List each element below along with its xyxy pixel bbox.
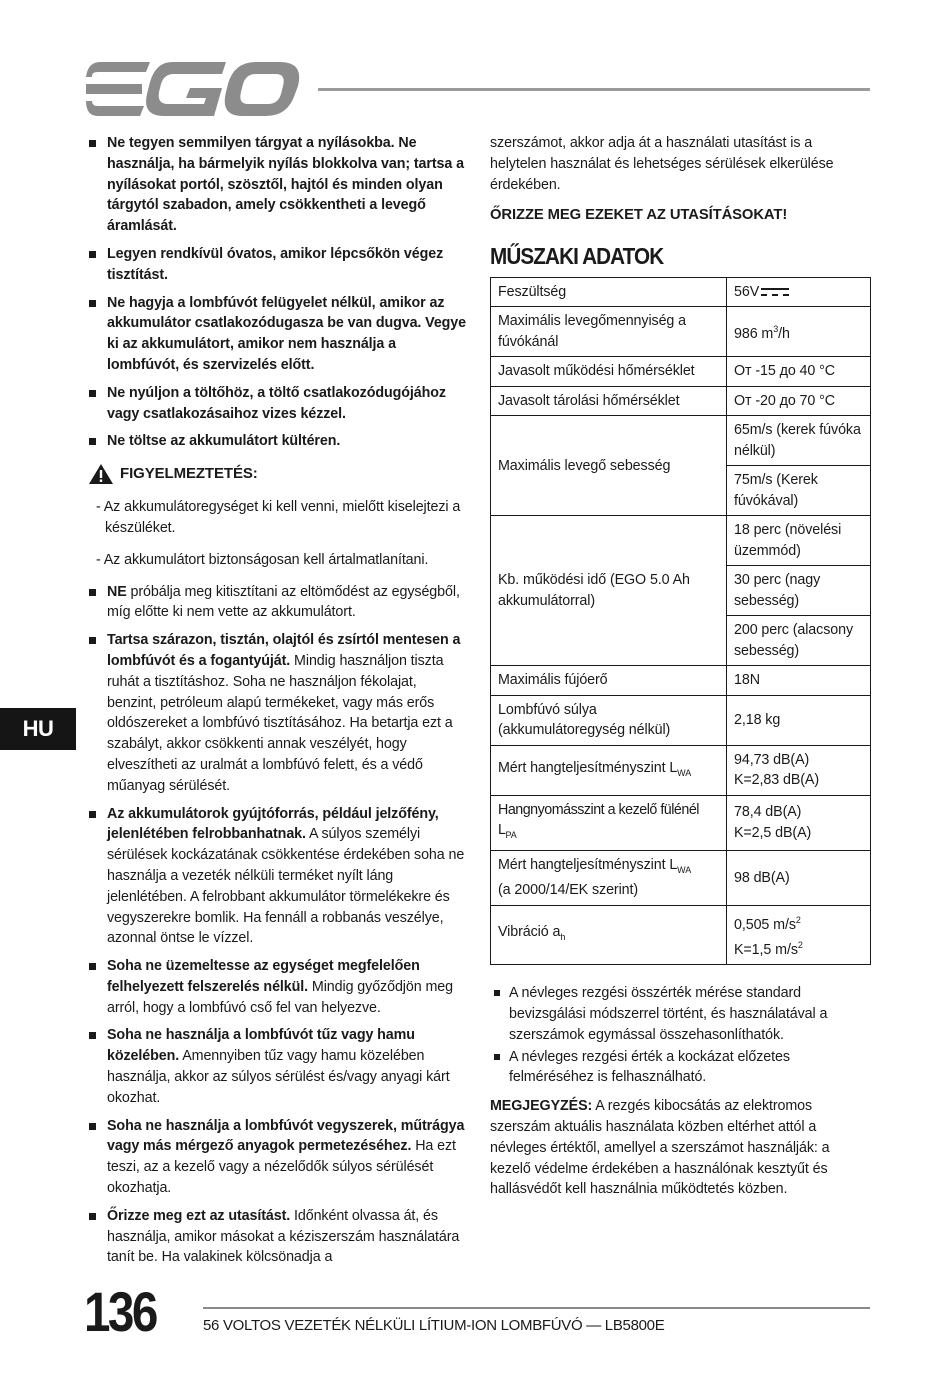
- ego-logo: [86, 62, 300, 116]
- table-row: [491, 416, 871, 466]
- page-number: 136: [84, 1280, 156, 1343]
- spec-label: Hangnyomásszint a kezelő fülénél $L_{PA}$: [491, 795, 727, 850]
- spec-label: Javasolt tárolási hőmérséklet: [491, 386, 727, 416]
- spec-label: Javasolt működési hőmérséklet: [491, 357, 727, 387]
- list-item: Soha ne üzemeltesse az egységet megfelelően felhelyezett felszerelés nélkül. Mindig győződjön meg arról, hogy a lombfúvó cső fel van helyezve.: [88, 956, 466, 1018]
- list-item: Soha ne használja a lombfúvót tűz vagy hamu közelében. Amennyiben tűz vagy hamu közelében használja, akkor az súlyos sérülést és/vagy anyagi kárt okozhat.: [88, 1025, 466, 1108]
- spec-value: 78,4 dB(A) K=2,5 dB(A): [727, 795, 871, 850]
- spec-table: [490, 277, 871, 965]
- warning-triangle-icon: [88, 463, 114, 485]
- spec-value: 94,73 dB(A) K=2,83 dB(A): [727, 745, 871, 795]
- spec-label: Feszültség: [491, 277, 727, 307]
- warning-item: - Az akkumulátoregységet ki kell venni, mielőtt kiselejtezi a készüléket.: [96, 499, 461, 536]
- spec-value: От -15 до 40 °C: [727, 357, 871, 387]
- list-item: Legyen rendkívül óvatos, amikor lépcsőkön végez tisztítást.: [88, 244, 466, 286]
- spec-label: Mért hangteljesítményszint $L_{WA}$: [491, 745, 727, 795]
- dc-symbol-icon: [761, 287, 789, 297]
- list-item: Az akkumulátorok gyújtóforrás, például jelzőfény, jelenlétében felrobbanhatnak. A súlyos személyi sérülések kockázatának csökkentése érdekében soha ne használja a vezeték nélküli terméket nyílt láng jelenlétében. A felrobbant akkumulátor törmelékekre és vegyszerekre bomlik. Ha fennáll a robbanás veszélye, azonnal öntse le vízzel.: [88, 804, 466, 950]
- table-row: [491, 666, 871, 696]
- spec-value: 986 $m^3/h$: [727, 307, 871, 357]
- spec-value: 65m/s (kerek fúvóka nélkül): [727, 416, 871, 466]
- table-row: [491, 795, 871, 850]
- spec-label: Maximális fújóerő: [491, 666, 727, 696]
- list-item: Soha ne használja a lombfúvót vegyszerek, műtrágya vagy más mérgező anyagok permetezéséhez. Ha ezt teszi, az a kezelő vagy a nézelődők súlyos sérülését okozhatja.: [88, 1116, 466, 1199]
- list-item: A névleges rezgési összérték mérése standard bevizsgálási módszerrel történt, és használatával a szerszámok egymással összehasonlíthatók.: [490, 983, 872, 1045]
- list-item: Őrizze meg ezt az utasítást. Időnként olvassa át, és használja, amikor másokat a kéziszerszám használatára tanít be. Ha valakinek kölcsönadja a: [88, 1206, 466, 1268]
- warning-title: FIGYELMEZTETÉS:: [120, 464, 258, 482]
- list-item: NE próbálja meg kitisztítani az eltömődést az egységből, míg előtte ki nem vette az akkumulátort.: [88, 582, 466, 624]
- list-item: A névleges rezgési érték a kockázat előzetes felméréséhez is felhasználható.: [490, 1047, 872, 1089]
- spec-value: От -20 до 70 °C: [727, 386, 871, 416]
- table-row: [491, 307, 871, 357]
- spec-value: 18N: [727, 666, 871, 696]
- table-row: [491, 277, 871, 307]
- table-row: [491, 850, 871, 905]
- language-tab: HU: [0, 708, 76, 750]
- spec-value: 75m/s (Kerek fúvókával): [727, 466, 871, 516]
- spec-value: 30 perc (nagy sebesség): [727, 566, 871, 616]
- spec-value: 56V: [727, 277, 871, 307]
- spec-value: 18 perc (növelési üzemmód): [727, 516, 871, 566]
- right-column: [490, 133, 872, 1200]
- table-row: [491, 386, 871, 416]
- list-item: Ne tegyen semmilyen tárgyat a nyílásokba. Ne használja, ha bármelyik nyílás blokkolva van; tartsa a nyílásokat portól, szösztől, hajtól és minden olyan tárgytól szabadon, amely csökkentheti a levegő áramlását.: [88, 133, 466, 237]
- table-row: [491, 357, 871, 387]
- list-item: Tartsa szárazon, tisztán, olajtól és zsírtól mentesen a lombfúvót és a fogantyúját. Mindig használjon tiszta ruhát a tisztításhoz. Soha ne használjon fékolajat, benzint, petróleum alapú termékeket, vagy más erős oldószereket a lombfúvó tisztításához. Ha betartja ezt a szabályt, akkor csökkenti annak veszélyét, hogy elveszítheti az uralmát a lombfúvó felett, és a védő műanyag sérülését.: [88, 630, 466, 796]
- spec-label: Mért hangteljesítményszint $L_{WA}$ (a 2000/14/EK szerint): [491, 850, 727, 905]
- footer-rule: [203, 1307, 870, 1309]
- continuation-text: szerszámot, akkor adja át a használati utasítást is a helytelen használat és lehetséges sérülések elkerülése érdekében.: [490, 135, 834, 193]
- spec-value: 98 dB(A): [727, 850, 871, 905]
- spec-value: 0,505 $m/s^2$ K=1,5 $m/s^2$: [727, 905, 871, 965]
- keep-instructions: ŐRIZZE MEG EZEKET AZ UTASÍTÁSOKAT!: [490, 207, 788, 224]
- table-row: [491, 516, 871, 566]
- spec-value: 2,18 kg: [727, 695, 871, 745]
- footer-title: 56 VOLTOS VEZETÉK NÉLKÜLI LÍTIUM-ION LOMBFÚVÓ — LB5800E: [203, 1317, 665, 1334]
- spec-title: MŰSZAKI ADATOK: [490, 243, 664, 270]
- list-item: Ne hagyja a lombfúvót felügyelet nélkül, amikor az akkumulátor csatlakozódugasza be van dugva. Vegye ki az akkumulátort, amikor nem használja a lombfúvót, és szervizelés előtt.: [88, 293, 466, 376]
- table-row: [491, 905, 871, 965]
- warning-item: - Az akkumulátort biztonságosan kell ártalmatlanítani.: [96, 551, 429, 568]
- remark: MEGJEGYZÉS: A rezgés kibocsátás az elektromos szerszám aktuális használata közben eltérhet attól a névleges értéktől, amellyel a szerszámot használják: a kezelő védelme érdekében a használónak kesztyűt és hallásvédőt kell használnia működtetés közben.: [490, 1098, 830, 1198]
- header-rule: [318, 88, 870, 91]
- spec-label: Kb. működési idő (EGO 5.0 Ah akkumulátorral): [491, 516, 727, 666]
- spec-label: Maximális levegőmennyiség a fúvókánál: [491, 307, 727, 357]
- list-item: Ne töltse az akkumulátort kültéren.: [88, 431, 466, 452]
- table-row: [491, 695, 871, 745]
- spec-value: 200 perc (alacsony sebesség): [727, 616, 871, 666]
- spec-label: Vibráció $a_h$: [491, 905, 727, 965]
- list-item: Ne nyúljon a töltőhöz, a töltő csatlakozódugójához vagy csatlakozásaihoz vizes kézzel.: [88, 383, 466, 425]
- vibration-notes: [490, 983, 872, 1088]
- spec-label: Lombfúvó súlya (akkumulátoregység nélkül): [491, 695, 727, 745]
- warning-heading: [88, 463, 466, 485]
- spec-label: Maximális levegő sebesség: [491, 416, 727, 516]
- left-column: [88, 133, 466, 1275]
- table-row: [491, 745, 871, 795]
